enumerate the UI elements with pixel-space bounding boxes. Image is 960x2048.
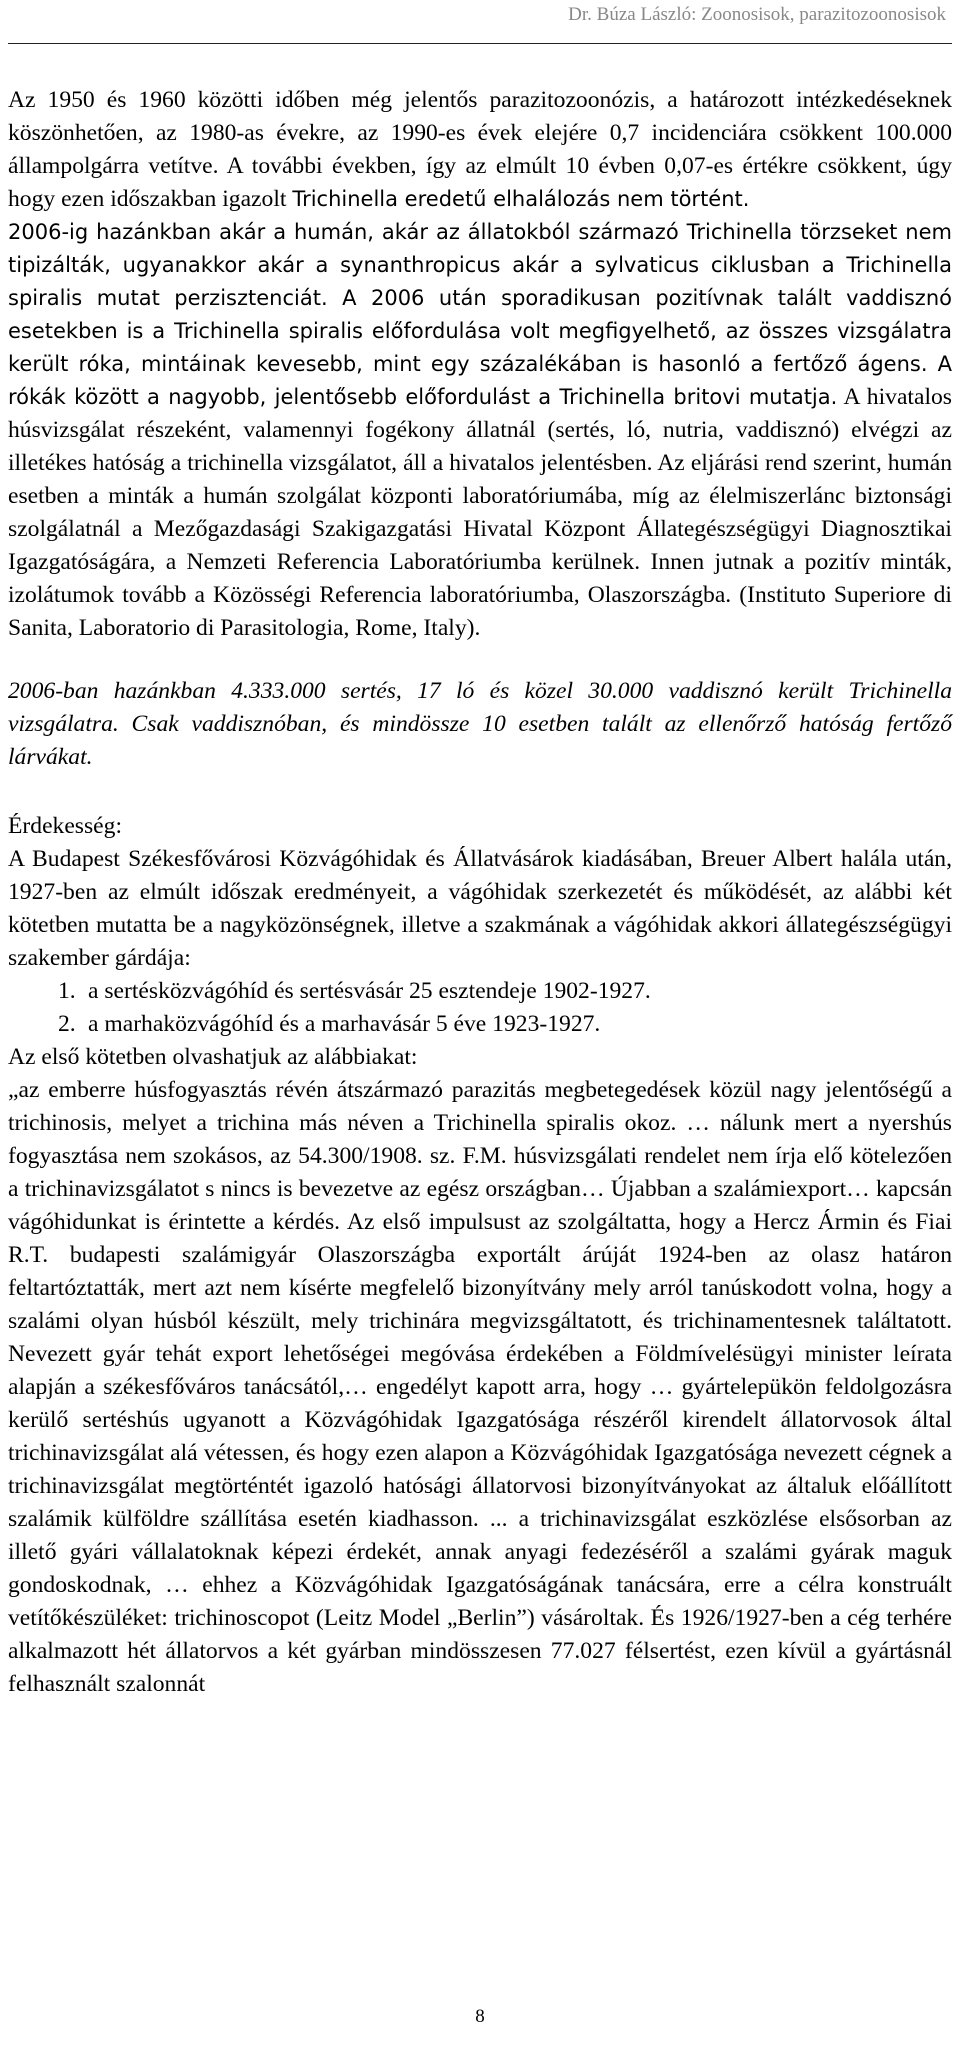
body-text: [8, 84, 952, 1701]
paragraph-mortality: [8, 84, 952, 216]
paragraph-typing: [8, 216, 952, 645]
list-item-number: 1.: [58, 978, 76, 1004]
paragraph-typing-serif: A hivatalos húsvizsgálat részeként, valamennyi fogékony állatnál (sertés, ló, nutria, vaddisznó) elvégzi az illetékes hatóság a trichinella vizsgálatot, áll a hivatalos jelentésben. Az eljárási rend szerint, humán esetben a minták a humán szolgálat központi laboratóriumába, míg az élelmiszerlánc biztonsági szolgálatnál a Mezőgazdasági Szakigazgatási Hivatal Központ Állategészségügyi Diagnosztikai Igazgatóságára, a Nemzeti Referencia Laboratóriumba kerülnek. Innen jutnak a pozitív minták, izolátumok tovább a Közösségi Referencia laboratóriumba, Olaszországba. (Instituto Superiore di Sanita, Laboratorio di Parasitologia, Rome, Italy).: [8, 384, 952, 641]
spacer: [8, 645, 952, 675]
paragraph-quote: „az emberre húsfogyasztás révén átszármazó parazitás megbetegedések közül nagy jelentőségű a trichinosis, melyet a trichina más néven a Trichinella spiralis okoz. … nálunk mert a nyershús fogyasztása nem szokásos, az 54.300/1908. sz. F.M. húsvizsgálati rendelet nem írja elő kötelezően a trichinavizsgálatot s nincs is bevezetve az egész országban… Újabban a szalámiexport… kapcsán vágóhidunkat is érintette a kérdés. Az első impulsust az szolgáltatta, hogy a Hercz Ármin és Fiai R.T. budapesti szalámigyár Olaszországba exportált árúját 1924-ben az olasz határon feltartóztatták, mert azt nem kísérte megfelelő bizonyítvány mely arról tanúskodott volna, hogy a szalámi olyan húsból készült, mely trichinára megvizsgáltatott, és trichinamentesnek találtatott. Nevezett gyár tehát export lehetőségei megóvása érdekében a Földmívelésügyi minister leírata alapján a székesfőváros tanácsától,… engedélyt kapott arra, hogy … gyártelepükön feldolgozásra kerülő sertéshús ugyanott a Közvágóhidak Igazgatósága részéről kirendelt állatorvosok által trichinavizsgálat alá vétessen, és hogy ezen alapon a Közvágóhidak Igazgatósága nevezett cégnek a trichinavizsgálat megtörténtét igazoló hatósági állatorvosi bizonyítványokat az általuk előállított szalámik külföldre szállítása esetén kiadhasson. ... a trichinavizsgálat eszközlése elsősorban az illető gyári vállalatoknak képezi érdekét, annak anyagi fedezéséről a szalámi gyárak maguk gondoskodnak, … ehhez a Közvágóhidak Igazgatóságának tanácsára, erre a célra konstruált vetítőkészüléket: trichinoscopot (Leitz Model „Berlin”) vásároltak. És 1926/1927-ben a cég terhére alkalmazott hét állatorvos a két gyárban mindösszesen 77.027 félsertést, ezen kívül a gyártásnál felhasznált szalonnát: [8, 1077, 952, 1697]
header-rule: [8, 43, 952, 44]
page-number: 8: [475, 2006, 485, 2027]
paragraph-mortality-text: Az 1950 és 1960 közötti időben még jelentős parazitozoonózis, a határozott intézkedéseknek köszönhetően, az 1980-as évekre, az 1990-es évek elejére 0,7 incidenciára csökkent 100.000 állampolgárra vetítve. A további években, így az elmúlt 10 évben 0,07-es értékre csökkent, úgy hogy ezen időszakban igazolt: [8, 87, 952, 212]
list-item-text: a marhaközvágóhíd és a marhavásár 5 éve 1923-1927.: [88, 1011, 601, 1037]
paragraph-volume-intro: Az első kötetben olvashatjuk az alábbiakat:: [8, 1044, 418, 1070]
paragraph-statistics: 2006-ban hazánkban 4.333.000 sertés, 17 ló és közel 30.000 vaddisznó került Trichinella vizsgálatra. Csak vaddisznóban, és mindössze 10 esetben talált az ellenőrző hatóság fertőző lárvákat.: [8, 678, 952, 770]
erdekesseg-label: Érdekesség:: [8, 813, 122, 839]
running-header: Dr. Búza László: Zoonosisok, parazitozoonosisok: [568, 4, 946, 25]
list-item-number: 2.: [58, 1011, 76, 1037]
volume-list: [8, 975, 952, 1041]
list-item: [58, 1008, 952, 1041]
paragraph-budapest: A Budapest Székesfővárosi Közvágóhidak és Állatvásárok kiadásában, Breuer Albert halála után, 1927-ben az elmúlt időszak eredményeit, a vágóhidak szerkezetét és működését, az alábbi két kötetben mutatta be a nagyközönségnek, illetve a szakmának a vágóhidak akkori állategészségügyi szakember gárdája:: [8, 846, 952, 971]
paragraph-mortality-sans: Trichinella eredetű elhalálozás nem történt.: [292, 187, 750, 211]
list-item: [58, 975, 952, 1008]
list-item-text: a sertésközvágóhíd és sertésvásár 25 esztendeje 1902-1927.: [88, 978, 651, 1004]
spacer: [8, 774, 952, 810]
paragraph-typing-sans: 2006-ig hazánkban akár a humán, akár az állatokból származó Trichinella törzseket nem tipizálták, ugyanakkor akár a synanthropicus akár a sylvaticus ciklusban a Trichinella spiralis mutat perzisztenciát. A 2006 után sporadikusan pozitívnak talált vaddisznó esetekben is a Trichinella spiralis előfordulása volt megfigyelhető, az összes vizsgálatra került róka, mintáinak kevesebb, mint egy százalékában is hasonló a fertőző ágens. A rókák között a nagyobb, jelentősebb előfordulást a Trichinella britovi mutatja.: [8, 220, 952, 409]
